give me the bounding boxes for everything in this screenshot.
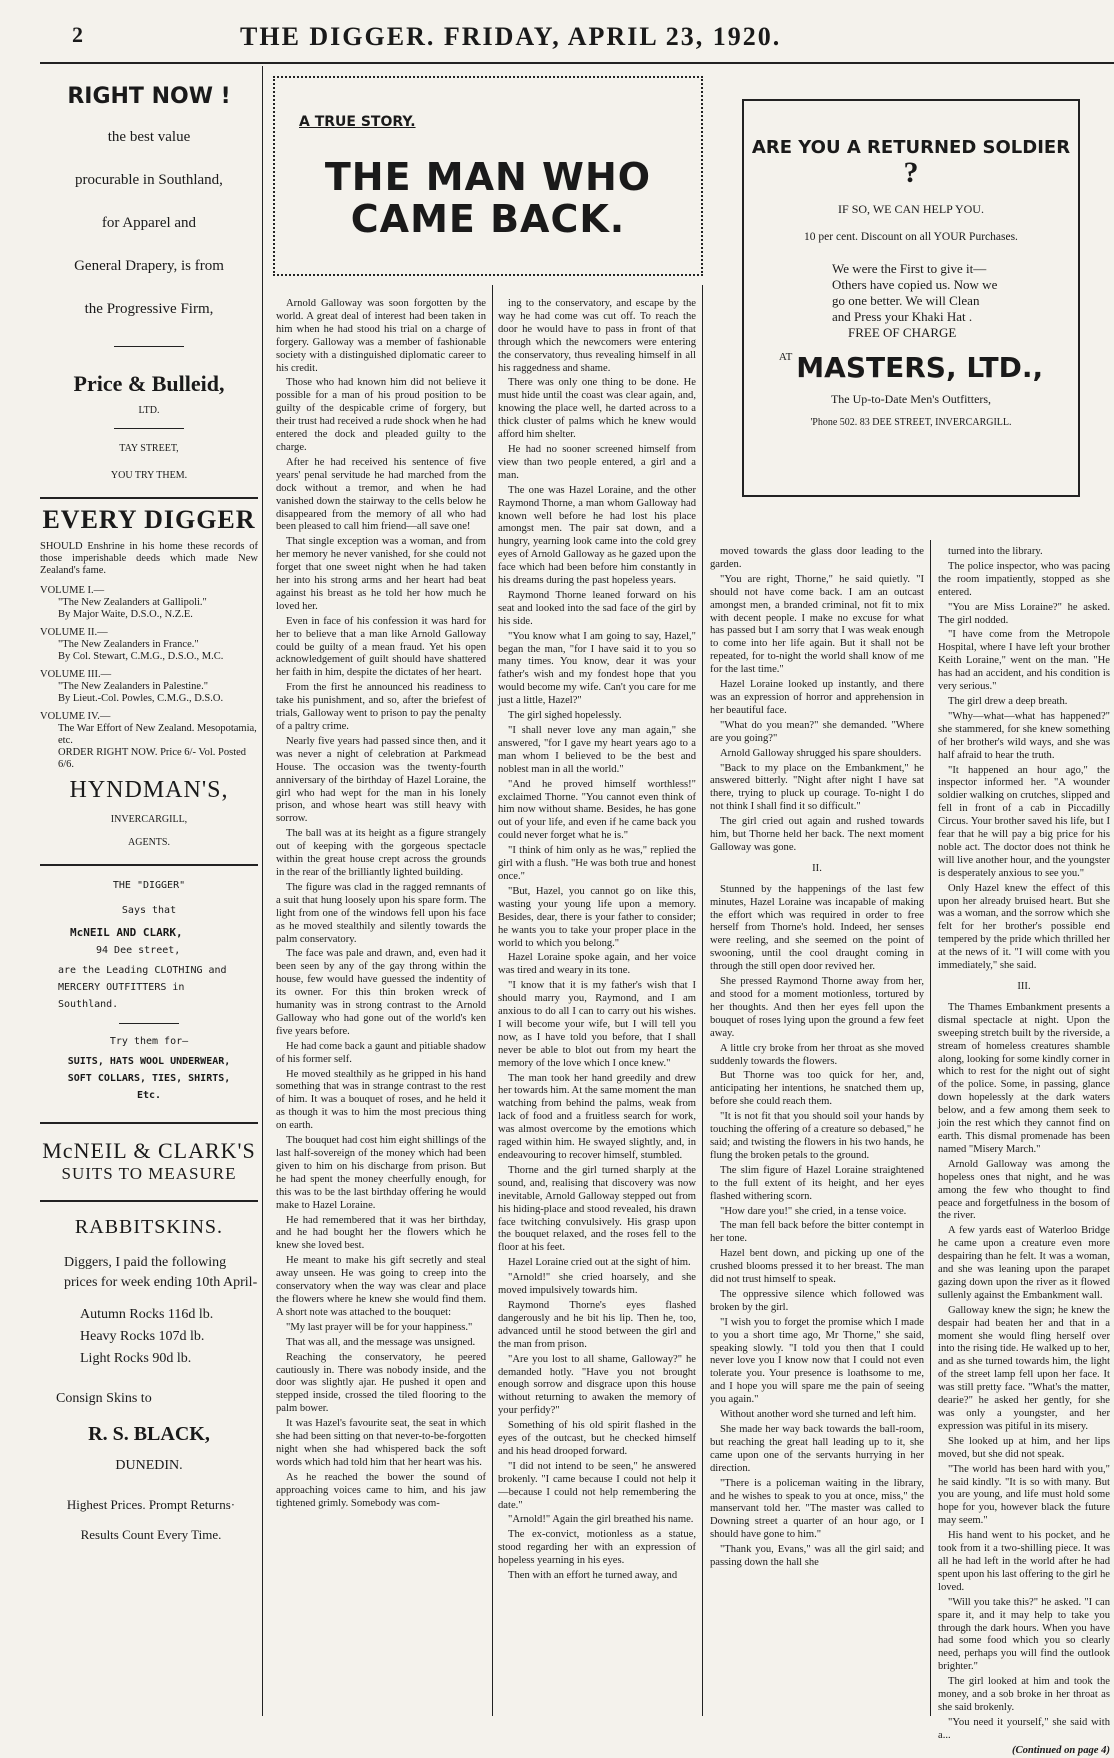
story-paragraph: The slim figure of Hazel Loraine straightened to the full extent of its height, and her eyes flashed withering scorn.: [710, 1164, 924, 1202]
ad-items: SUITS, HATS WOOL UNDERWEAR, SOFT COLLARS, TIES, SHIRTS, Etc.: [67, 1056, 231, 1101]
story-paragraph: The oppressive silence which followed was broken by the girl.: [710, 1288, 924, 1313]
story-paragraph: "And he proved himself worthless!" exclaimed Thorne. "You cannot even think of him now without shame. Besides, he has gone out of your life, and even if he came back you could never forget what he is.": [498, 778, 696, 842]
story-paragraph: "I know that it is my father's wish that I should marry you, Raymond, and I am anxious to do all I can to carry out his wishes. I will become your wife, but I will tell you now, as I have told you before, that I shall never be able to blot out from my heart the memory of the love which I once knew.": [498, 980, 696, 1069]
story-paragraph: Galloway knew the sign; he knew the despair had beaten her and that in a moment she would fling herself over into the rising tide. He walked up to her, and as she turned towards him, the light of the street lamp fell upon her face. It was still pretty face. "What's the matter, dearie?" he asked her gently, for she was only a youngster, and her expression was pitiful in its misery.: [938, 1304, 1110, 1432]
ad-header: THE "DIGGER": [112, 880, 186, 891]
column-rule: [930, 540, 931, 1716]
ad-intro: Diggers, I paid the following prices for week ending 10th April-: [64, 1255, 258, 1290]
story-paragraph: The figure was clad in the ragged remnants of a suit that hung loosely upon his spare form. The light from one of the windows fell upon his face as he moved stealthily and silently towards the palm conservatory.: [276, 881, 486, 945]
story-paragraph: She made her way back towards the ball-room, but reaching the great hall leading up to it, she came upon one of the servants hurrying in her direction.: [710, 1424, 924, 1474]
firm-name: McNEIL AND CLARK,: [70, 926, 183, 939]
story-paragraph: He had no sooner screened himself from view than two people entered, a girl and a man.: [498, 443, 696, 481]
story-paragraph: "Arnold!" Again the girl breathed his name.: [508, 1514, 694, 1526]
ad-consign: Consign Skins to: [56, 1391, 152, 1406]
story-paragraph: The face was pale and drawn, and, even had it been seen by any of the gay throng within the house, few would have guessed the indentity of its owner. For this thin broken wreck of humanity was in strong contrast to the Arnold Galloway who had gone out of the world's ken five years before.: [276, 948, 486, 1037]
story-paragraph: Raymond Thorne leaned forward on his seat and looked into the sad face of the girl by his side.: [498, 589, 696, 627]
masthead-rule: [40, 62, 1114, 64]
firm-slogan: YOU TRY THEM.: [110, 470, 188, 481]
story-paragraph: "You are right, Thorne," he said quietly. "I should not have come back. I am an outcast amongst men, a branded criminal, not fit to mix with decent people. I make no excuse for what has passed but I am sorry that I was weak enough to come into her life again. But it shall not be repeated, for to-night the world shall know of me for the last time.": [710, 573, 924, 676]
story-paragraph: A few yards east of Waterloo Bridge he came upon a creature even more despairing than he felt. It was a woman, and she was leaning upon the parapet gazing down upon the river as it flowed sullenly against the Embankment wall.: [938, 1225, 1110, 1301]
story-paragraph: Arnold Galloway shrugged his spare shoulders.: [720, 747, 922, 759]
price-line: Heavy Rocks 107d lb.: [80, 1329, 205, 1344]
story-paragraph: Arnold Galloway was among the hopeless ones that night, and he was among the few who thought to find peace and forgetfulness in the bosom of the river.: [938, 1158, 1110, 1222]
firm-name: Price & Bulleid,: [73, 371, 225, 396]
story-paragraph: He had remembered that it was her birthday, and he had bought her the flowers which he knew she loved best.: [276, 1214, 486, 1252]
body-line: and Press your Khaki Hat .: [832, 309, 973, 324]
logo-line: SUITS TO MEASURE: [61, 1164, 237, 1183]
firm-at: AT: [778, 351, 793, 363]
ad-headline: RABBITSKINS.: [74, 1216, 224, 1238]
firm-name: MASTERS, LTD.,: [796, 351, 1044, 384]
story-paragraph: Hazel bent down, and picking up one of the crushed blooms pressed it to her breast. The man did not trust himself to speak.: [710, 1248, 924, 1286]
newspaper-title: THE DIGGER. FRIDAY, APRIL 23, 1920.: [240, 22, 782, 51]
story-paragraph: "I think of him only as he was," replied the girl with a flush. "He was both true and honest once.": [498, 845, 696, 882]
divider: [114, 428, 184, 429]
story-paragraph: ing to the conservatory, and escape by the way he had come was cut off. To reach the door he would have to pass in front of that through which the newcomers were entering the conservatory, thus revealing himself in all his raggedness and shame.: [498, 298, 696, 374]
continued-note: (Continued on page 4): [1011, 1744, 1110, 1756]
logo-line: McNEIL & CLARK'S: [42, 1138, 256, 1163]
story-paragraph: Hazel Loraine looked up instantly, and there was an expression of horror and apprehension in her beautiful face.: [710, 679, 924, 716]
story-paragraph: "Are you lost to all shame, Galloway?" he demanded hotly. "Have you not brought enough sorrow and disgrace upon this house without returning to awaken the memory of your perfidy?": [498, 1353, 696, 1417]
story-paragraph: "How dare you!" she cried, in a tense voice.: [720, 1205, 907, 1217]
story-paragraph: "Why—what—what has happened?" she stammered, for she knew something of her brother's wild ways, and she was half afraid to hear the truth.: [938, 710, 1110, 761]
story-paragraph: Thorne and the girl turned sharply at the sound, and, realising that discovery was now inevitable, Arnold Galloway stepped out from his hiding-place and stood revealed, his drawn face twitching convulsively. His grasp upon the bouquet relaxed, and the roses fell to the floor at his feet.: [498, 1164, 696, 1254]
story-paragraph: Hazel Loraine cried out at the sight of him.: [508, 1257, 691, 1269]
story-paragraph: "But, Hazel, you cannot go on like this, wasting your young life upon a memory. Besides, dear, there is your father to consider; he wants you to take your proper place in the world to which you belong.": [498, 885, 696, 949]
story-paragraph: Hazel Loraine spoke again, and her voice was tired and weary in its tone.: [498, 952, 696, 977]
story-paragraph: His hand went to his pocket, and he took from it a two-shilling piece. It was all he had left in the world after he had spent upon his last offering to the girl he loved.: [938, 1530, 1110, 1593]
firm-line: [744, 351, 1078, 384]
firm-street: TAY STREET,: [119, 443, 179, 454]
firm-ltd: LTD.: [138, 405, 160, 416]
volume-entry: VOLUME II.— "The New Zealanders in France." By Col. Stewart, C.M.G., D.S.O., M.C.: [40, 627, 224, 662]
section-heading: II.: [812, 862, 822, 874]
story-paragraphs: [710, 546, 924, 1570]
story-paragraph: "It is not fit that you should soil your hands by touching the offering of a creature so debased," he said; and twisting the flowers in his two hands, he flung the broken petals to the ground.: [710, 1111, 924, 1161]
ad-separator: [40, 497, 258, 499]
story-paragraph: The man fell back before the bitter contempt in her tone.: [710, 1220, 924, 1245]
divider: [119, 1023, 179, 1024]
firm-phone: 'Phone 502. 83 DEE STREET, INVERCARGILL.: [810, 417, 1012, 428]
story-paragraph: It was Hazel's favourite seat, the seat in which she had been sitting on that never-to-be-forgotten night when she had whispered back the soft words which had told him that her heart was his.: [276, 1418, 486, 1468]
story-paragraph: "It happened an hour ago," the inspector informed her. "A wounder soldier walking on crutches, slipped and fell in front of a cab in Piccadilly Circus. Your brother saved his life, but I fear that he will pay a big price for his noble act. The doctor does not think he will live another hour, and the youngster is desperately anxious to see you.": [938, 764, 1110, 879]
story-column-3: [710, 546, 924, 1714]
story-paragraph: As he reached the bower the sound of approaching voices came to him, and his jaw tightened grimly. Somebody was com-: [276, 1471, 486, 1509]
story-paragraph: Without another word she turned and left him.: [720, 1409, 917, 1421]
ad-body: are the Leading CLOTHING and MERCERY OUTFITTERS in Southland.: [58, 965, 227, 1010]
story-paragraph: "The world has been hard with you," he said kindly. "It is so with many. But you are young, and life must hold some hope for you, however black the future may seem.": [938, 1463, 1110, 1527]
story-paragraph: From the first he announced his readiness to take his punishment, and so, after the briefest of trials, Galloway went to prison to pay the penalty of a paltry crime.: [276, 682, 486, 732]
story-paragraph: "There is a policeman waiting in the library, and he wishes to speak to you at once, miss," the manservant told her. "The master was called to Downing street a quarter of an hour ago, or I should have gone to him.": [710, 1477, 924, 1541]
ad-footer: Highest Prices. Prompt Returns· Results Count Every Time.: [66, 1497, 236, 1542]
left-ads-column: [40, 70, 258, 1710]
story-paragraph: Nearly five years had passed since then, and it was never a night of celebration at Parkmead House. The occasion was the twenty-fourth anniversary of the birthday of Hazel Loraine, the girl who had wept for the man in his lonely prison, and whose heart was still heavy with sorrow.: [276, 735, 486, 825]
story-paragraph: After he had received his sentence of five years' penal servitude he had marched from the dock without a tremor, and when he had vanished down the stairway to the cells below he disappeared from the memory of all who had been pleased to call him friend—all save one!: [276, 456, 486, 533]
ad-headline: RIGHT NOW !: [67, 84, 231, 109]
story-paragraph: He moved stealthily as he gripped in his hand something that was in strange contrast to the rest of him. It was a bouquet of roses, and he held it as though it was to him the most precious thing on earth.: [276, 1068, 486, 1132]
story-paragraph: Reaching the conservatory, he peered cautiously in. There was nobody inside, and the door was slightly ajar. He pushed it open and stepped inside, crossed the tiled flooring to the palm bower.: [276, 1351, 486, 1415]
body-line: We were the First to give it—: [832, 261, 987, 276]
story-paragraph: That was all, and the message was unsigned.: [286, 1336, 476, 1348]
body-line: go one better. We will Clean: [832, 293, 980, 308]
firm-town: INVERCARGILL,: [110, 814, 188, 825]
story-paragraph: The bouquet had cost him eight shillings of the last half-sovereign of the money which had been given to him on his discharge from prison. But he had spent the money cheerfully enough, for this was to be the last birthday offering he would make to Hazel Loraine.: [276, 1135, 486, 1211]
story-paragraph: "You need it yourself," she said with a...: [938, 1716, 1110, 1741]
story-paragraph: "Arnold!" she cried hoarsely, and she moved impulsively towards him.: [498, 1272, 696, 1297]
story-paragraph: Arnold Galloway was soon forgotten by the world. A great deal of interest had been taken in him when he had stood his trial on a charge of forgery. Galloway was a member of fashionable society with a distinguished diplomatic career to his credit.: [276, 298, 486, 374]
ad-separator: [40, 864, 258, 866]
price-line: Autumn Rocks 116d lb.: [80, 1307, 214, 1322]
story-paragraph: The girl drew a deep breath.: [948, 695, 1068, 707]
story-paragraphs: [498, 298, 696, 1583]
ad-line: for Apparel and: [101, 215, 197, 231]
ad-every-digger: [40, 505, 258, 848]
story-paragraph: Only Hazel knew the effect of this upon her already bruised heart. But she was a woman, and the sorrow which she felt for her brother's possible end tempered by the pride which thrilled her at the news of it. "I will come with you immediately," she said.: [938, 882, 1110, 972]
ad-says: Says that: [121, 905, 177, 916]
firm-name: HYNDMAN'S,: [69, 777, 229, 803]
story-paragraph: That single exception was a woman, and from her memory he never vanished, for she could not forget that one sweet night when he had taken her into his strong arms and her heart had beat against his breast as he told her how much he loved her.: [276, 536, 486, 612]
firm-agents: AGENTS.: [128, 837, 170, 848]
story-header-box: [273, 76, 703, 276]
story-paragraph: Raymond Thorne's eyes flashed dangerously and he bit his lip. Then he, too, advanced until he stood between the girl and the man from prison.: [498, 1299, 696, 1350]
ad-line: General Drapery, is from: [74, 258, 224, 274]
ad-separator: [40, 1122, 258, 1124]
ad-price-bulleid: [40, 84, 258, 481]
story-paragraph: The girl looked at him and took the money, and a sob broke in her throat as she said brokenly.: [938, 1676, 1110, 1713]
story-paragraph: "I have come from the Metropole Hospital, where I have left your brother Keith Loraine," went on the man. "He has had an accident, and his condition is very serious.": [938, 629, 1110, 693]
story-paragraph: "I wish you to forget the promise which I made to you a short time ago, Mr Thorne," she said, speaking slowly. "I told you then that I could never love you I know now that I could not even tolerate you. Your presence is loathsome to me, and I hope you will spare me the pain of seeing you again.": [710, 1316, 924, 1406]
story-paragraph: He meant to make his gift secretly and steal away unseen. He was going to creep into the conservatory when the way was clear and place the flowers where he knew she would find them. A short note was attached to the bouquet:: [276, 1255, 486, 1318]
body-line: Others have copied us. Now we: [832, 277, 998, 292]
firm-address: 94 Dee street,: [96, 945, 181, 956]
story-paragraph: "My last prayer will be for your happiness.": [286, 1321, 473, 1333]
ad-line: IF SO, WE CAN HELP YOU.: [838, 202, 984, 216]
story-paragraph: turned into the library.: [948, 546, 1043, 557]
story-paragraph: "I shall never love any man again," she answered, "for I gave my heart years ago to a man whom I believed to be the best and noblest man in all the world.": [498, 725, 696, 775]
story-paragraph: The police inspector, who was pacing the room impatiently, stopped as she entered.: [938, 560, 1110, 598]
story-paragraph: The girl cried out again and rushed towards him, but Thorne held her back. The next moment Galloway was gone.: [710, 816, 924, 853]
section-heading: III.: [1017, 981, 1031, 992]
page-number: 2: [72, 22, 83, 47]
story-paragraph: The one was Hazel Loraine, and the other Raymond Thorne, a man whom Galloway had known well before he had lost his place amongst men. The pair sat down, and a hungry, yearning look came into the cold grey eyes of Arnold Galloway as he gazed upon the face which had been before him constantly in his dreams during the past hopeless years.: [498, 484, 696, 587]
story-paragraph: He had come back a gaunt and pitiable shadow of his former self.: [276, 1040, 486, 1065]
story-paragraph: "What do you mean?" she demanded. "Where are you going?": [710, 719, 924, 744]
story-paragraph: Stunned by the happenings of the last few minutes, Hazel Loraine was incapable of making the effort which was required in order to free herself from Thorne's hold. Indeed, her senses were reeling, and she seemed on the point of swooning, until the cool draught coming in through the still open door revived her.: [710, 883, 924, 973]
story-title: THE MAN WHO CAME BACK.: [324, 155, 652, 241]
firm-tag: The Up-to-Date Men's Outfitters,: [830, 392, 992, 406]
story-paragraphs: [276, 298, 486, 1510]
ad-headline: EVERY DIGGER: [42, 505, 256, 534]
volume-entry: VOLUME I.— "The New Zealanders at Gallipoli." By Major Waite, D.S.O., N.Z.E.: [40, 585, 207, 620]
story-paragraph: The ball was at its height as a figure strangely out of keeping with the gorgeous spectacle within the great house crept across the grounds in the rear of the brilliantly lighted building.: [276, 828, 486, 878]
story-paragraph: But Thorne was too quick for her, and, anticipating her intentions, he snatched them up, before she could reach them.: [710, 1070, 924, 1108]
ad-headline: ARE YOU A RETURNED SOLDIER: [751, 137, 1071, 158]
story-paragraph: There was only one thing to be done. He must hide until the coast was clear again, and, knowing the place well, he darted across to a thick cluster of palms which he knew would afford him shelter.: [498, 377, 696, 441]
ad-mcneil-clark: [40, 880, 258, 1104]
column-rule: [492, 285, 493, 1716]
story-paragraph: The girl sighed hopelessly.: [508, 710, 622, 722]
story-paragraph: The Thames Embankment presents a dismal spectacle at night. Upon the sweeping stretch built by the riverside, a stream of homeless creatures shamble along, looking for some kindly corner in which to rest for the night out of sight of the police. Some, in passing, glance down hopelessly at the dark waters below, and a few among them seek to join the rest which they cannot find on earth. This dismal promenade has been named "Misery March.": [938, 1001, 1110, 1155]
story-column-4: [938, 546, 1110, 1756]
ad-rabbitskins: [40, 1216, 258, 1550]
story-column-2: [498, 298, 696, 1714]
question-mark: ?: [903, 156, 919, 189]
column-rule: [262, 66, 263, 1716]
divider: [114, 346, 184, 347]
column-rule: [702, 285, 703, 1716]
volume-entry: VOLUME IV.— The War Effort of New Zealand. Mesopotamia, etc. ORDER RIGHT NOW. Price 6/- Vol. Posted 6/6.: [40, 711, 257, 770]
ad-masters: [742, 99, 1080, 497]
ad-body: [832, 261, 1078, 341]
story-column-1: [276, 298, 486, 1714]
masthead: [0, 0, 1114, 66]
price-line: Light Rocks 90d lb.: [80, 1351, 192, 1366]
story-paragraph: "You know what I am going to say, Hazel," began the man, "for I have said it to you so many times. You know, dear it was your father's wish and my fondest hope that you would become my wife. Can't you care for me just a little, Hazel?": [498, 630, 696, 707]
story-paragraph: The man took her hand greedily and drew her towards him. At the same moment the man watching from behind the palms, weak from lack of food and a fruitless search for work, was almost overcome by the emotions which raged within him. He swayed slightly, and, in endeavouring to recover himself, stumbled.: [498, 1072, 697, 1161]
story-paragraph: "I did not intend to be seen," he answered brokenly. "I came because I could not help it—because I could not help remembering the date.": [498, 1460, 696, 1511]
story-paragraph: "Back to my place on the Embankment," he answered bitterly. "Night after night I have sat there, trying to pluck up courage. To-night I do not think I shall find it so difficult.": [710, 762, 924, 813]
ad-line: the best value: [107, 129, 191, 145]
story-paragraph: "You are Miss Loraine?" he asked. The girl nodded.: [938, 601, 1110, 626]
ad-try: Try them for—: [109, 1036, 189, 1047]
ad-line: the Progressive Firm,: [84, 301, 214, 317]
story-paragraphs: [938, 546, 1110, 1758]
story-paragraph: She pressed Raymond Thorne away from her, and stood for a moment motionless, tortured by her thoughts. And then her eyes fell upon the bouquet of roses lying upon the ground a few feet away.: [710, 976, 924, 1039]
body-line: FREE OF CHARGE: [848, 325, 957, 340]
story-paragraph: She looked up at him, and her lips moved, but she did not speak.: [938, 1435, 1110, 1460]
ad-intro: SHOULD Enshrine in his home these records of those imperishable deeds which made New Zealand's fame.: [40, 541, 258, 576]
story-paragraph: Those who had known him did not believe it possible for a man of his proud position to be guilty of the despicable crime of forgery, but their trust had received a rude shock when he had entered the dock and pleaded guilty to the charge.: [276, 377, 486, 453]
ad-separator: [40, 1200, 258, 1202]
firm-name: R. S. BLACK,: [88, 1423, 210, 1445]
story-paragraph: "Will you take this?" he asked. "I can spare it, and it may help to take you through the dark hours. When you have had some food which you so clearly need, perhaps you will find the outlook brighter.": [938, 1596, 1110, 1673]
ad-line: procurable in Southland,: [75, 172, 223, 188]
story-paragraph: A little cry broke from her throat as she moved suddenly towards the flowers.: [710, 1042, 924, 1067]
ad-suits-logo: [40, 1138, 258, 1184]
story-paragraph: Something of his old spirit flashed in the eyes of the outcast, but he checked himself and his head drooped forward.: [498, 1420, 696, 1457]
story-paragraph: moved towards the glass door leading to the garden.: [710, 546, 924, 570]
firm-town: DUNEDIN.: [115, 1458, 183, 1473]
story-kicker: A TRUE STORY.: [299, 114, 416, 130]
story-paragraph: "Thank you, Evans," was all the girl said; and passing down the hall she: [710, 1544, 924, 1569]
story-paragraph: Then with an effort he turned away, and: [508, 1570, 678, 1582]
volume-entry: VOLUME III.— "The New Zealanders in Palestine." By Lieut.-Col. Powles, C.M.G., D.S.O.: [40, 669, 224, 704]
story-paragraph: The ex-convict, motionless as a statue, stood regarding her with an expression of hopeless yearning in his eyes.: [498, 1529, 696, 1567]
story-paragraph: Even in face of his confession it was hard for her to believe that a man like Arnold Galloway could be guilty of a mean fraud. Yet his open acknowledgement of guilt should have shattered her faith in him, despite the dictates of her heart.: [276, 615, 486, 679]
ad-line: 10 per cent. Discount on all YOUR Purchases.: [804, 231, 1018, 243]
